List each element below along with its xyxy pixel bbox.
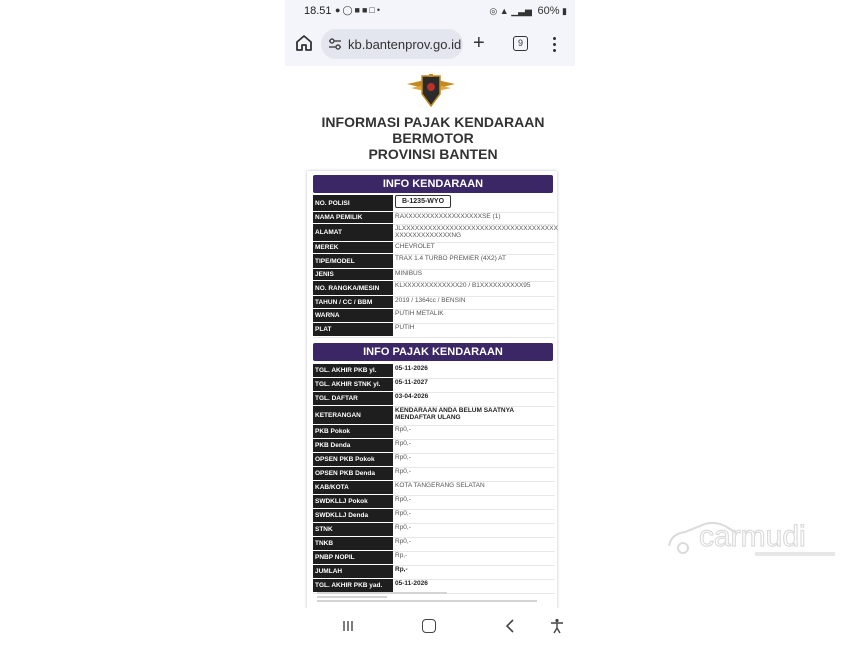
table-row [313,439,555,454]
row-label: OPSEN PKB Pokok [313,453,393,466]
row-value: 05-11-2026 [395,365,428,372]
row-value: Rp,- [395,552,408,559]
table-row [313,453,555,468]
row-value: KOTA TANGERANG SELATAN [395,482,485,489]
row-label: NO. RANGKA/MESIN [313,281,393,295]
table-row [313,364,555,379]
svg-text:carmudi: carmudi [699,520,806,553]
tab-switcher-button[interactable]: 9 [513,36,528,51]
new-tab-icon[interactable]: + [473,32,485,54]
recent-apps-icon[interactable] [342,620,354,632]
chat-bubble-icon: ● [335,5,343,15]
row-value: Rp0,- [395,524,411,531]
table-row [313,323,555,338]
row-label: KETERANGAN [313,406,393,424]
table-row [313,309,555,324]
row-label: ALAMAT [313,224,393,241]
banten-emblem-logo [405,72,457,112]
row-value: Rp0,- [395,510,411,517]
row-label: JUMLAH [313,565,393,578]
row-value: 2019 / 1364cc / BENSIN [395,297,466,304]
row-label: TGL. AKHIR PKB yl. [313,364,393,377]
dot-icon: • [376,5,382,15]
browser-toolbar [285,22,575,66]
table-row [313,565,555,580]
row-label: TGL. DAFTAR [313,392,393,405]
table-row [313,425,555,440]
row-value: PUTIH METALIK [395,310,444,317]
row-value: 05-11-2026 [395,580,428,587]
row-label: WARNA [313,309,393,322]
row-value: MINIBUS [395,270,423,277]
row-value: KENDARAAN ANDA BELUM SAATNYA MENDAFTAR ULANG [395,407,514,421]
row-label: PKB Pokok [313,425,393,438]
title-line: INFORMASI PAJAK KENDARAAN [321,114,545,130]
table-row [313,392,555,407]
row-label: PLAT [313,323,393,336]
row-label: TNKB [313,537,393,550]
table-row [313,296,555,310]
table-row [313,281,555,297]
url-text[interactable]: kb.bantenprov.go.id [348,37,462,52]
row-value: PUTIH [395,324,415,331]
table-row [313,537,555,552]
wifi-icon: ▲ [499,6,509,16]
row-label: KAB/KOTA [313,481,393,494]
row-value: Rp0,- [395,538,411,545]
carmudi-watermark-logo [665,512,845,562]
notification-icons [335,5,382,16]
phone-screen [285,0,575,645]
row-value: Rp0,- [395,426,411,433]
table-row [313,495,555,510]
status-time: 18.51 [304,5,332,17]
home-nav-icon[interactable] [422,619,436,633]
row-label: NAMA PEMILIK [313,212,393,223]
facebook-icon: ■ [354,5,362,15]
vehicle-info-heading: INFO KENDARAAN [313,175,553,193]
back-icon[interactable] [505,619,515,633]
row-value: Rp0,- [395,496,411,503]
address-bar[interactable] [321,29,463,59]
signal-icon: ▁▃▅ [511,6,532,16]
alarm-icon: ◎ [489,6,498,16]
home-icon[interactable] [295,34,313,52]
row-label: OPSEN PKB Denda [313,467,393,480]
row-label: PNBP NOPIL [313,551,393,564]
table-row [313,523,555,538]
table-row [313,551,555,566]
table-row [313,195,555,213]
table-row [313,254,555,270]
table-row [313,406,555,426]
battery-percent: 60% [537,5,560,17]
row-value: Rp0,- [395,440,411,447]
title-line: PROVINSI BANTEN [368,146,498,162]
row-label: TGL. AKHIR STNK yl. [313,378,393,391]
row-label: TAHUN / CC / BBM [313,296,393,308]
row-label: MEREK [313,242,393,253]
row-value: CHEVROLET [395,243,435,250]
row-value: KLXXXXXXXXXXXXX20 / B1XXXXXXXXXX95 [395,282,531,289]
tax-info-card [307,171,557,608]
row-value: RAXXXXXXXXXXXXXXXXXXSE (1) [395,213,501,220]
row-value [395,196,555,208]
row-value: Rp0,- [395,454,411,461]
row-label: SWDKLLJ Pokok [313,495,393,508]
system-icons [489,5,567,17]
row-value: Rp0,- [395,468,411,475]
row-value: 05-11-2027 [395,379,428,386]
row-label: TGL. AKHIR PKB yad. [313,579,393,592]
row-label: PKB Denda [313,439,393,452]
title-line: BERMOTOR [392,130,474,146]
row-label: NO. POLISI [313,195,393,211]
tax-info-heading: INFO PAJAK KENDARAAN [313,343,553,361]
row-value: JLXXXXXXXXXXXXXXXXXXXXXXXXXXXXXXXXXXXX XXXXXXXXXXXXXNG [395,225,558,239]
site-settings-icon[interactable] [328,37,342,51]
instagram-icon: □ [369,5,377,15]
row-label: JENIS [313,269,393,280]
table-row [313,224,558,243]
row-value: 03-04-2026 [395,393,429,400]
table-row [313,467,555,482]
status-bar [285,0,575,22]
battery-icon: ▮ [562,6,567,16]
more-menu-icon[interactable] [551,35,557,53]
facebook-icon: ■ [361,5,370,15]
accessibility-icon[interactable] [550,618,564,634]
page-title [285,114,575,162]
table-row [313,481,555,496]
web-page [285,66,575,608]
whatsapp-icon: ◯ [342,5,355,15]
android-nav-bar [285,608,575,645]
row-label: SWDKLLJ Denda [313,509,393,522]
table-row [313,378,555,393]
row-value: TRAX 1.4 TURBO PREMIER (4X2) AT [395,255,507,262]
row-label: STNK [313,523,393,536]
row-value: Rp,- [395,566,408,573]
row-label: TIPE/MODEL [313,254,393,268]
plate-number-box: B-1235-WYO [395,195,451,208]
fine-print [317,592,547,602]
table-row [313,509,555,524]
